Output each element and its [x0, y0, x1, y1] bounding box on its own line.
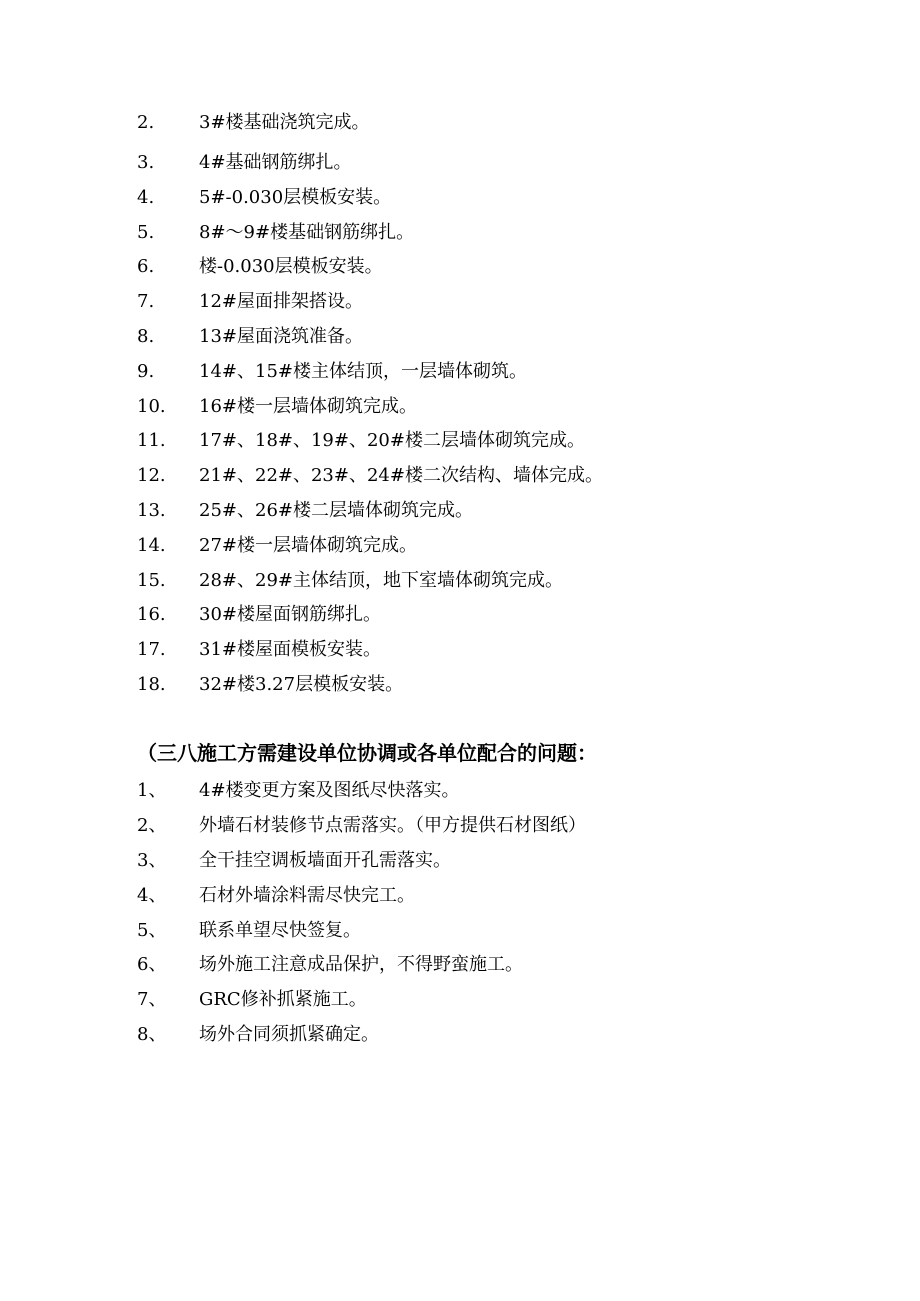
- item-text: 联系单望尽快签复。: [199, 919, 361, 941]
- item-number: 3、: [137, 849, 167, 871]
- item-text: 25#、26#楼二层墙体砌筑完成。: [199, 499, 473, 521]
- item-number: 11.: [137, 430, 166, 452]
- item-number: 4.: [137, 186, 155, 208]
- item-text: 楼-0.030层模板安装。: [199, 256, 383, 278]
- item-number: 9.: [137, 360, 155, 382]
- list-item: [137, 564, 603, 599]
- list-item: [137, 146, 603, 181]
- item-number: 7、: [137, 989, 167, 1011]
- list-item: [137, 809, 586, 844]
- list-item: [137, 879, 586, 914]
- list-item: [137, 106, 603, 146]
- item-text: 8#～9#楼基础钢筋绑扎。: [199, 221, 415, 243]
- item-text: 13#屋面浇筑准备。: [199, 325, 363, 347]
- list-item: [137, 250, 603, 285]
- list-item: [137, 320, 603, 355]
- item-number: 18.: [137, 673, 166, 695]
- item-text: 32#楼3.27层模板安装。: [199, 673, 404, 695]
- list-item: [137, 668, 603, 703]
- item-text: 16#楼一层墙体砌筑完成。: [199, 395, 417, 417]
- item-text: 石材外墙涂料需尽快完工。: [199, 884, 415, 906]
- list-item: [137, 459, 603, 494]
- item-text: 外墙石材装修节点需落实。（甲方提供石材图纸）: [199, 814, 586, 836]
- item-number: 6.: [137, 256, 155, 278]
- progress-list: [137, 106, 603, 703]
- item-number: 3.: [137, 152, 155, 173]
- list-item: [137, 844, 586, 879]
- item-number: 14.: [137, 534, 166, 556]
- item-number: 13.: [137, 499, 166, 521]
- item-text: 17#、18#、19#、20#楼二层墙体砌筑完成。: [199, 430, 585, 452]
- item-number: 1、: [137, 780, 167, 801]
- item-text: GRC修补抓紧施工。: [199, 989, 367, 1011]
- list-item: [137, 181, 603, 216]
- list-item: [137, 494, 603, 529]
- item-text: 全干挂空调板墙面开孔需落实。: [199, 849, 451, 871]
- list-item: [137, 914, 586, 949]
- item-text: 30#楼屋面钢筋绑扎。: [199, 604, 381, 626]
- item-text: 12#屋面排架搭设。: [199, 291, 363, 313]
- item-text: 27#楼一层墙体砌筑完成。: [199, 534, 417, 556]
- item-number: 15.: [137, 569, 166, 591]
- issues-list: [137, 774, 586, 1053]
- item-number: 8、: [137, 1024, 167, 1046]
- list-item: [137, 633, 603, 668]
- list-item: [137, 983, 586, 1018]
- item-text: 14#、15#楼主体结顶，一层墙体砌筑。: [199, 360, 527, 382]
- list-item: [137, 216, 603, 251]
- item-number: 16.: [137, 604, 166, 626]
- list-item: [137, 390, 603, 425]
- item-number: 6、: [137, 954, 167, 976]
- list-item: [137, 529, 603, 564]
- item-text: 31#楼屋面模板安装。: [199, 639, 381, 661]
- item-text: 21#、22#、23#、24#楼二次结构、墙体完成。: [199, 465, 603, 487]
- item-text: 场外施工注意成品保护，不得野蛮施工。: [199, 954, 523, 976]
- item-number: 2.: [137, 112, 155, 133]
- item-text: 4#楼变更方案及图纸尽快落实。: [199, 780, 460, 801]
- item-number: 2、: [137, 814, 167, 836]
- list-item: [137, 285, 603, 320]
- item-number: 7.: [137, 291, 155, 313]
- list-item: [137, 774, 586, 809]
- item-number: 17.: [137, 639, 166, 661]
- list-item: [137, 424, 603, 459]
- item-text: 5#-0.030层模板安装。: [199, 186, 392, 208]
- list-item: [137, 355, 603, 390]
- section-heading: （三八施工方需建设单位协调或各单位配合的问题：: [137, 741, 597, 765]
- item-text: 场外合同须抓紧确定。: [199, 1024, 379, 1046]
- item-number: 10.: [137, 395, 166, 417]
- item-number: 5.: [137, 221, 155, 243]
- item-number: 5、: [137, 919, 167, 941]
- list-item: [137, 598, 603, 633]
- item-text: 28#、29#主体结顶，地下室墙体砌筑完成。: [199, 569, 563, 591]
- list-item: [137, 948, 586, 983]
- item-text: 3#楼基础浇筑完成。: [199, 112, 370, 133]
- list-item: [137, 1018, 586, 1053]
- item-number: 8.: [137, 325, 155, 347]
- item-number: 12.: [137, 465, 166, 487]
- item-number: 4、: [137, 884, 167, 906]
- item-text: 4#基础钢筋绑扎。: [199, 152, 352, 173]
